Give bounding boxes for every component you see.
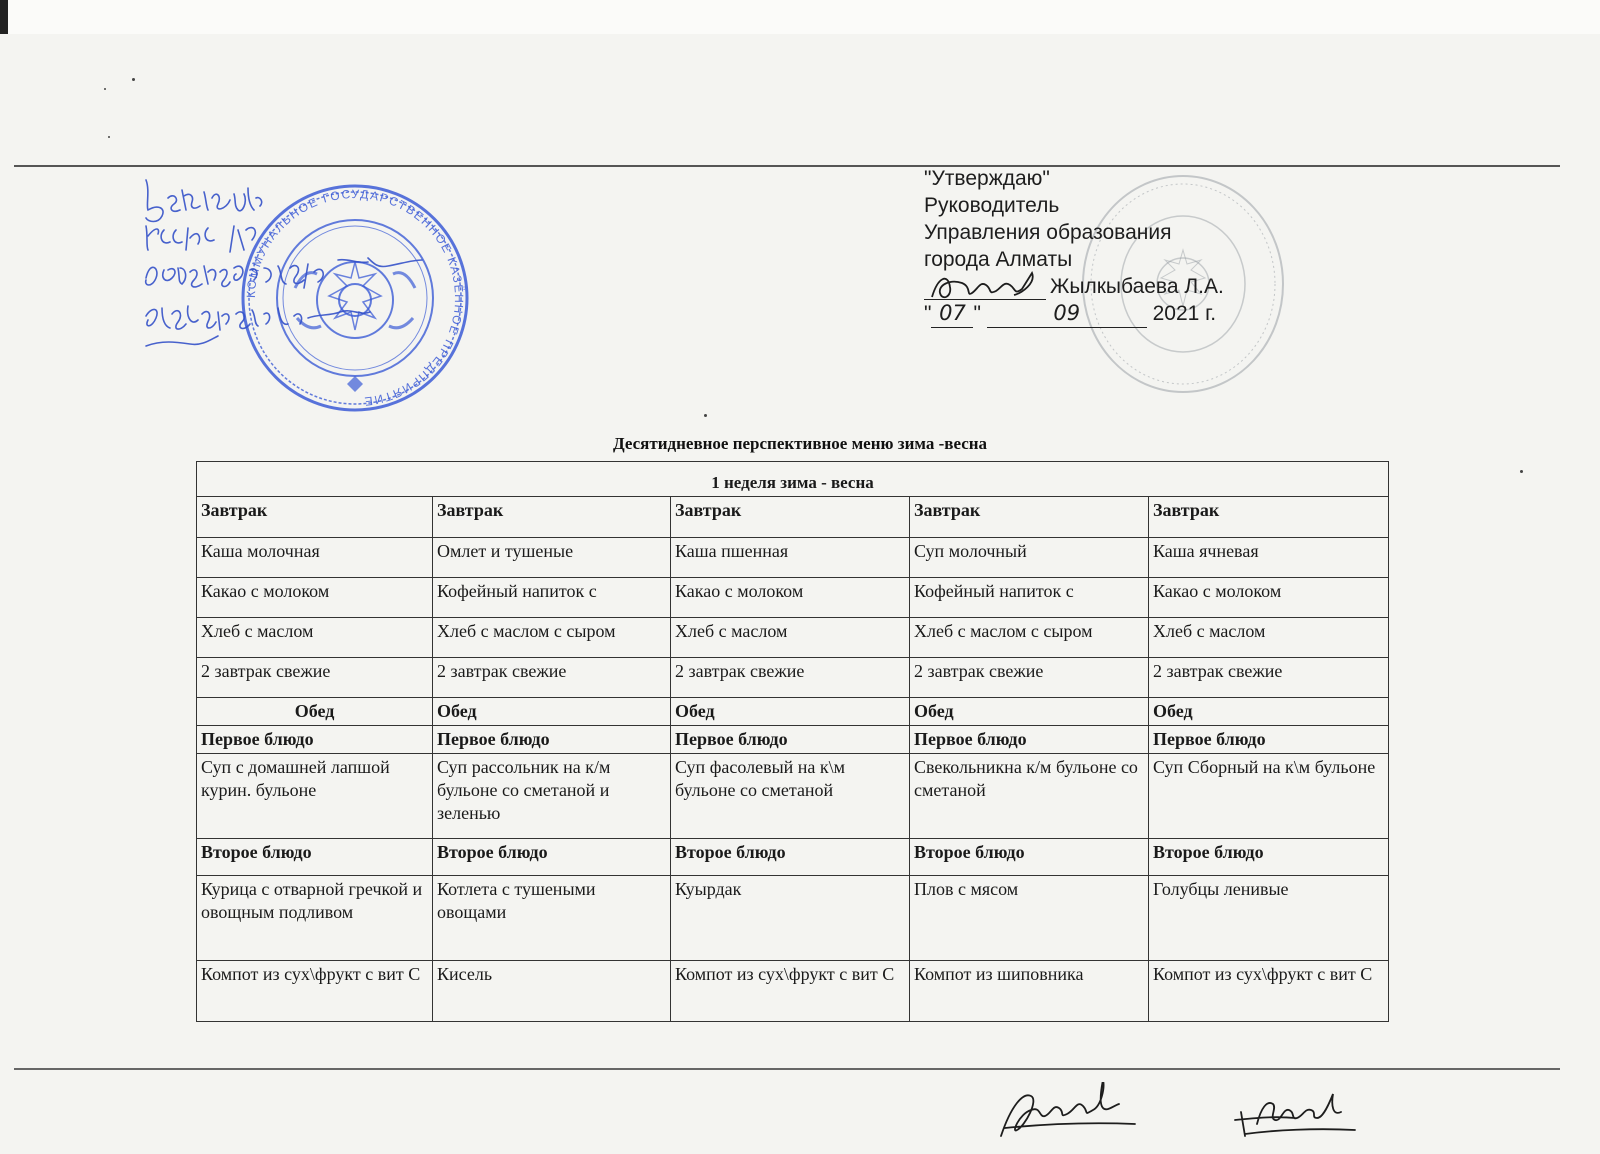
approval-position: Руководитель (924, 194, 1060, 217)
table-cell: Второе блюдо (910, 839, 1149, 876)
table-cell: Завтрак (910, 497, 1149, 538)
table-cell: Второе блюдо (671, 839, 910, 876)
breakfast-header-row (197, 497, 1389, 538)
table-cell: 2 завтрак свежие (910, 658, 1149, 698)
approval-date-month: 09 (987, 300, 1147, 328)
table-cell: Обед (910, 698, 1149, 726)
table-cell: Хлеб с маслом (671, 618, 910, 658)
table-cell: Первое блюдо (433, 726, 671, 754)
breakfast-bread-row (197, 618, 1389, 658)
table-cell: Обед (433, 698, 671, 726)
scan-speck (1520, 470, 1523, 473)
table-cell: Хлеб с маслом с сыром (433, 618, 671, 658)
seal-ring-text: КОММУНАЛЬНОЕ ГОСУДАРСТВЕННОЕ КАЗЁННОЕ ПРЕДПРИЯТИЕ (243, 186, 467, 409)
director-signature (926, 269, 1066, 305)
approval-signer: Жылкыбаева Л.А. (1050, 275, 1224, 298)
table-cell: Компот из сух\фрукт с вит С (197, 961, 433, 1022)
table-cell: Завтрак (433, 497, 671, 538)
table-cell: Второе блюдо (1149, 839, 1389, 876)
table-cell: Суп рассольник на к/м бульоне со сметаной и зеленью (433, 754, 671, 839)
table-cell: Каша ячневая (1149, 538, 1389, 578)
table-cell: Завтрак (197, 497, 433, 538)
table-cell: Кисель (433, 961, 671, 1022)
second-breakfast-row (197, 658, 1389, 698)
table-cell: Первое блюдо (671, 726, 910, 754)
table-cell: Завтрак (671, 497, 910, 538)
top-rule (14, 165, 1560, 167)
breakfast-main-row (197, 538, 1389, 578)
table-cell: Плов с мясом (910, 876, 1149, 961)
table-cell: 2 завтрак свежие (1149, 658, 1389, 698)
approval-date-suffix: г. (1205, 302, 1217, 325)
table-cell: Первое блюдо (197, 726, 433, 754)
table-cell: Суп фасолевый на к\м бульоне со сметаной (671, 754, 910, 839)
scan-top-strip (0, 0, 1600, 34)
approval-heading: "Утверждаю" (924, 167, 1050, 190)
handwritten-approval-note (138, 168, 498, 368)
approval-city: города Алматы (924, 248, 1073, 271)
table-cell: Хлеб с маслом (197, 618, 433, 658)
week-title: 1 неделя зима - весна (197, 462, 1389, 497)
scan-speck (108, 136, 110, 138)
table-cell: Компот из шиповника (910, 961, 1149, 1022)
table-cell: Хлеб с маслом с сыром (910, 618, 1149, 658)
table-cell: Обед (671, 698, 910, 726)
table-cell: Какао с молоком (671, 578, 910, 618)
table-cell: Котлета с тушеными овощами (433, 876, 671, 961)
table-cell: Первое блюдо (1149, 726, 1389, 754)
first-course-header-row (197, 726, 1389, 754)
table-cell: Суп Сборный на к\м бульоне (1149, 754, 1389, 839)
second-course-header-row (197, 839, 1389, 876)
scan-speck (704, 414, 707, 417)
approval-department: Управления образования (924, 221, 1172, 244)
table-cell: Первое блюдо (910, 726, 1149, 754)
table-cell: Омлет и тушеные (433, 538, 671, 578)
breakfast-drink-row (197, 578, 1389, 618)
table-cell: Компот из сух\фрукт с вит С (1149, 961, 1389, 1022)
table-cell: Голубцы ленивые (1149, 876, 1389, 961)
table-cell: Завтрак (1149, 497, 1389, 538)
first-course-row (197, 754, 1389, 839)
table-cell: Хлеб с маслом (1149, 618, 1389, 658)
table-cell: Второе блюдо (197, 839, 433, 876)
second-course-row (197, 876, 1389, 961)
document-title: Десятидневное перспективное меню зима -весна (612, 434, 988, 453)
table-cell: Кофейный напиток с (910, 578, 1149, 618)
table-cell: 2 завтрак свежие (197, 658, 433, 698)
scan-corner-mark (0, 0, 8, 34)
signature-blank (924, 279, 1046, 300)
bottom-signatures (995, 1082, 1375, 1142)
table-cell: 2 завтрак свежие (671, 658, 910, 698)
table-cell: 2 завтрак свежие (433, 658, 671, 698)
table-cell: Кофейный напиток с (433, 578, 671, 618)
table-cell: Обед (1149, 698, 1389, 726)
table-cell: Компот из сух\фрукт с вит С (671, 961, 910, 1022)
table-cell: Куырдак (671, 876, 910, 961)
approval-signature-line (924, 273, 1224, 300)
lunch-header-row (197, 698, 1389, 726)
table-cell: Каша пшенная (671, 538, 910, 578)
scan-speck (132, 78, 135, 81)
table-cell: Суп молочный (910, 538, 1149, 578)
table-cell: Суп с домашней лапшой курин. бульоне (197, 754, 433, 839)
table-cell: Второе блюдо (433, 839, 671, 876)
drink-row (197, 961, 1389, 1022)
menu-table (196, 461, 1389, 1022)
approval-date-year: 2021 (1152, 302, 1200, 325)
table-cell: Какао с молоком (1149, 578, 1389, 618)
table-cell: Каша молочная (197, 538, 433, 578)
approval-date: " 07 " 09 2021 г. (924, 300, 1224, 328)
table-cell: Обед (197, 698, 433, 726)
approval-date-day: 07 (931, 300, 973, 328)
table-cell: Свекольникна к/м бульоне со сметаной (910, 754, 1149, 839)
scan-speck (104, 88, 106, 90)
table-cell: Какао с молоком (197, 578, 433, 618)
table-cell: Курица с отварной гречкой и овощным подливом (197, 876, 433, 961)
approval-block (924, 165, 1224, 328)
bottom-rule (14, 1068, 1560, 1070)
